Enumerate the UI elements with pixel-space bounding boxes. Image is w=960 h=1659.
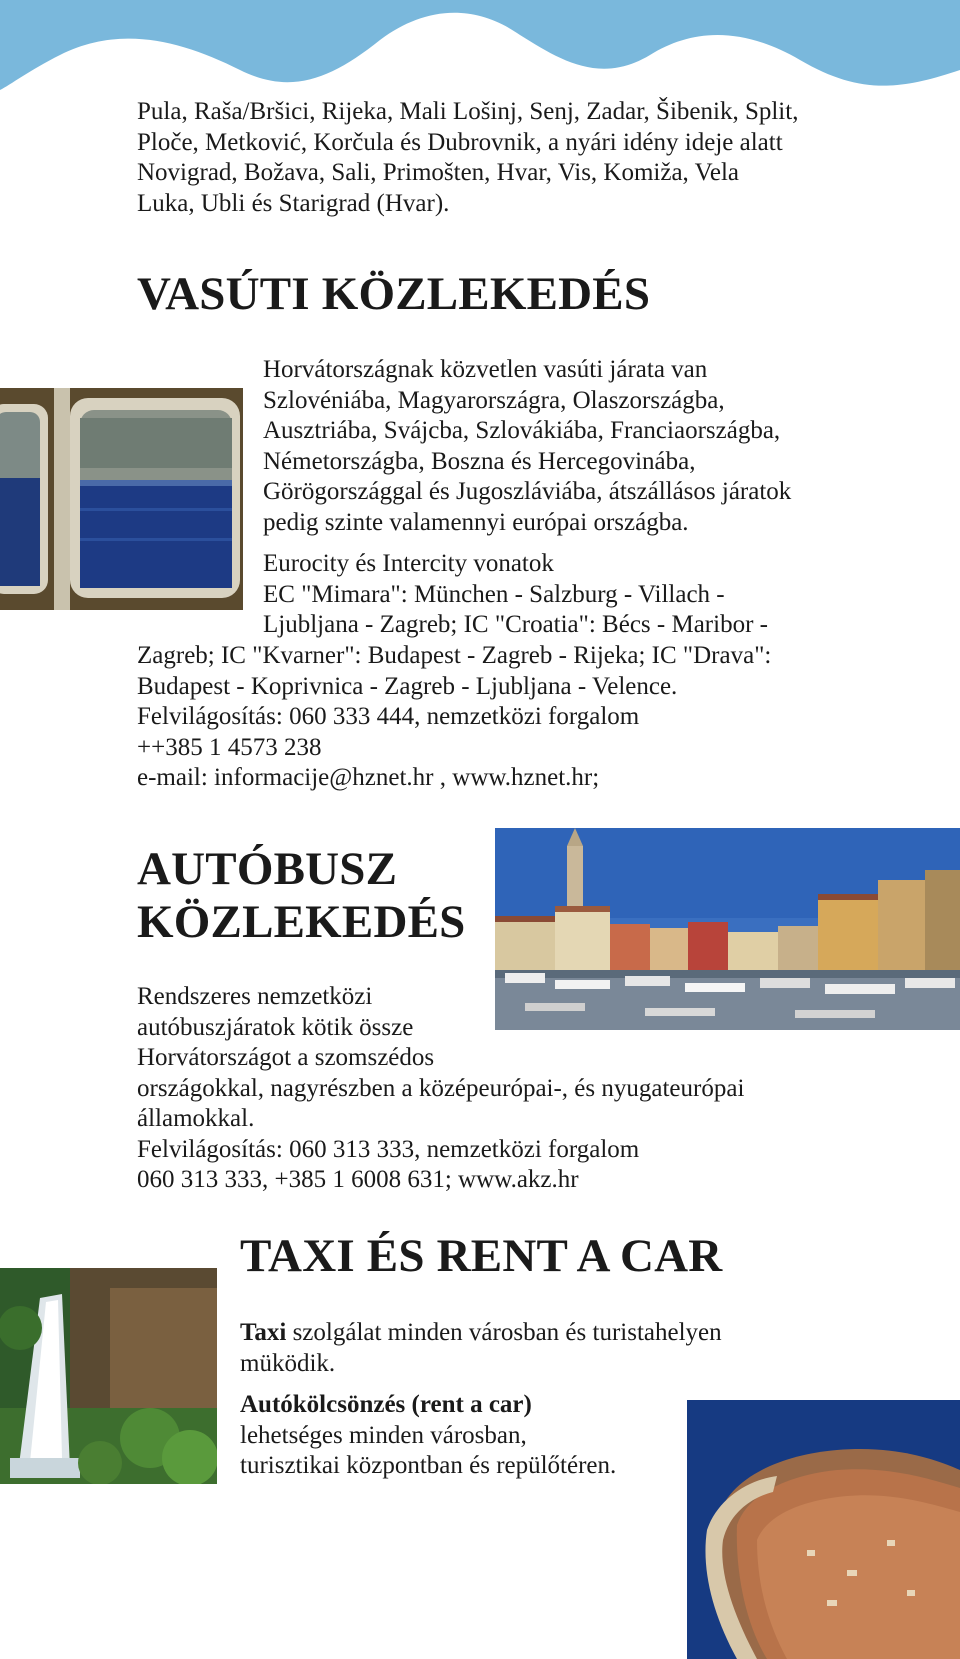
taxi-heading: TAXI ÉS RENT A CAR: [240, 1230, 723, 1282]
bus-line: Horvátországot a szomszédos: [137, 1044, 435, 1071]
bus-line: országokkal, nagyrészben a középeurópai-, és nyugateurópai: [137, 1074, 745, 1102]
rail-line: Szlovéniába, Magyarországra, Olaszországba,: [263, 386, 725, 414]
intro-paragraph: [137, 97, 798, 219]
rail-destinations-paragraph: [263, 355, 791, 538]
taxi-line: müködik.: [240, 1349, 336, 1377]
intro-line: Novigrad, Božava, Sali, Primošten, Hvar, Vis, Komiža, Vela: [137, 159, 740, 186]
rail-line: ++385 1 4573 238: [137, 733, 322, 761]
bus-line: Rendszeres nemzetközi: [137, 983, 373, 1010]
rail-line: e-mail: informacije@hznet.hr , www.hznet.hr;: [137, 764, 600, 791]
taxi-line: [240, 1318, 722, 1349]
intro-line: Pula, Raša/Bršici, Rijeka, Mali Lošinj, Senj, Zadar, Šibenik, Split,: [137, 98, 799, 125]
rent-a-car-paragraph: [240, 1390, 616, 1482]
rent-label-line: [240, 1390, 616, 1421]
header-wave-decoration: [0, 0, 960, 110]
rail-trains-paragraph: [263, 549, 768, 641]
bus-line: autóbuszjáratok kötik össze: [137, 1013, 414, 1041]
rail-line: EC "Mimara": München - Salzburg - Villach -: [263, 580, 725, 608]
rail-heading: VASÚTI KÖZLEKEDÉS: [137, 268, 651, 320]
waterfall-photo: [0, 1268, 217, 1484]
rail-contact-paragraph: [137, 641, 771, 794]
rail-line: pedig szinte valamennyi európai országba.: [263, 508, 689, 536]
taxi-text: szolgálat minden városban és turistahelyen: [286, 1319, 722, 1346]
bus-line: 060 313 333, +385 1 6008 631; www.akz.hr: [137, 1166, 579, 1193]
bus-line: Felvilágosítás: 060 313 333, nemzetközi forgalom: [137, 1135, 640, 1163]
bus-heading: [137, 843, 466, 949]
bus-line: államokkal.: [137, 1105, 255, 1132]
bus-paragraph: [137, 982, 744, 1196]
rent-line: lehetséges minden városban,: [240, 1421, 527, 1449]
intro-line: Ploče, Metković, Korčula és Dubrovnik, a nyári idény ideje alatt: [137, 128, 783, 156]
taxi-paragraph: [240, 1318, 722, 1379]
intro-line: Luka, Ubli és Starigrad (Hvar).: [137, 189, 450, 217]
rail-line: Budapest - Koprivnica - Zagreb - Ljubljana - Velence.: [137, 672, 678, 700]
rail-line: Görögországgal és Jugoszláviába, átszállásos járatok: [263, 478, 792, 505]
rent-line: turisztikai központban és repülőtéren.: [240, 1452, 617, 1479]
rent-label: Autókölcsönzés (rent a car): [240, 1391, 532, 1418]
rail-line: Ausztriába, Svájcba, Szlovákiába, Franciaországba,: [263, 417, 781, 444]
rail-line: Eurocity és Intercity vonatok: [263, 550, 554, 577]
rail-line: Horvátországnak közvetlen vasúti járata van: [263, 356, 708, 383]
bus-heading-line: AUTÓBUSZ: [137, 843, 398, 895]
rail-line: Németországba, Boszna és Hercegovinába,: [263, 447, 696, 475]
dubrovnik-aerial-photo: [687, 1400, 960, 1659]
train-window-photo: [0, 388, 243, 610]
rail-line: Zagreb; IC "Kvarner": Budapest - Zagreb - Rijeka; IC "Drava":: [137, 642, 772, 669]
bus-heading-line: KÖZLEKEDÉS: [137, 896, 466, 948]
rail-line: Ljubljana - Zagreb; IC "Croatia": Bécs - Maribor -: [263, 611, 768, 638]
taxi-label: Taxi: [240, 1319, 287, 1346]
rail-line: Felvilágosítás: 060 333 444, nemzetközi forgalom: [137, 703, 640, 730]
